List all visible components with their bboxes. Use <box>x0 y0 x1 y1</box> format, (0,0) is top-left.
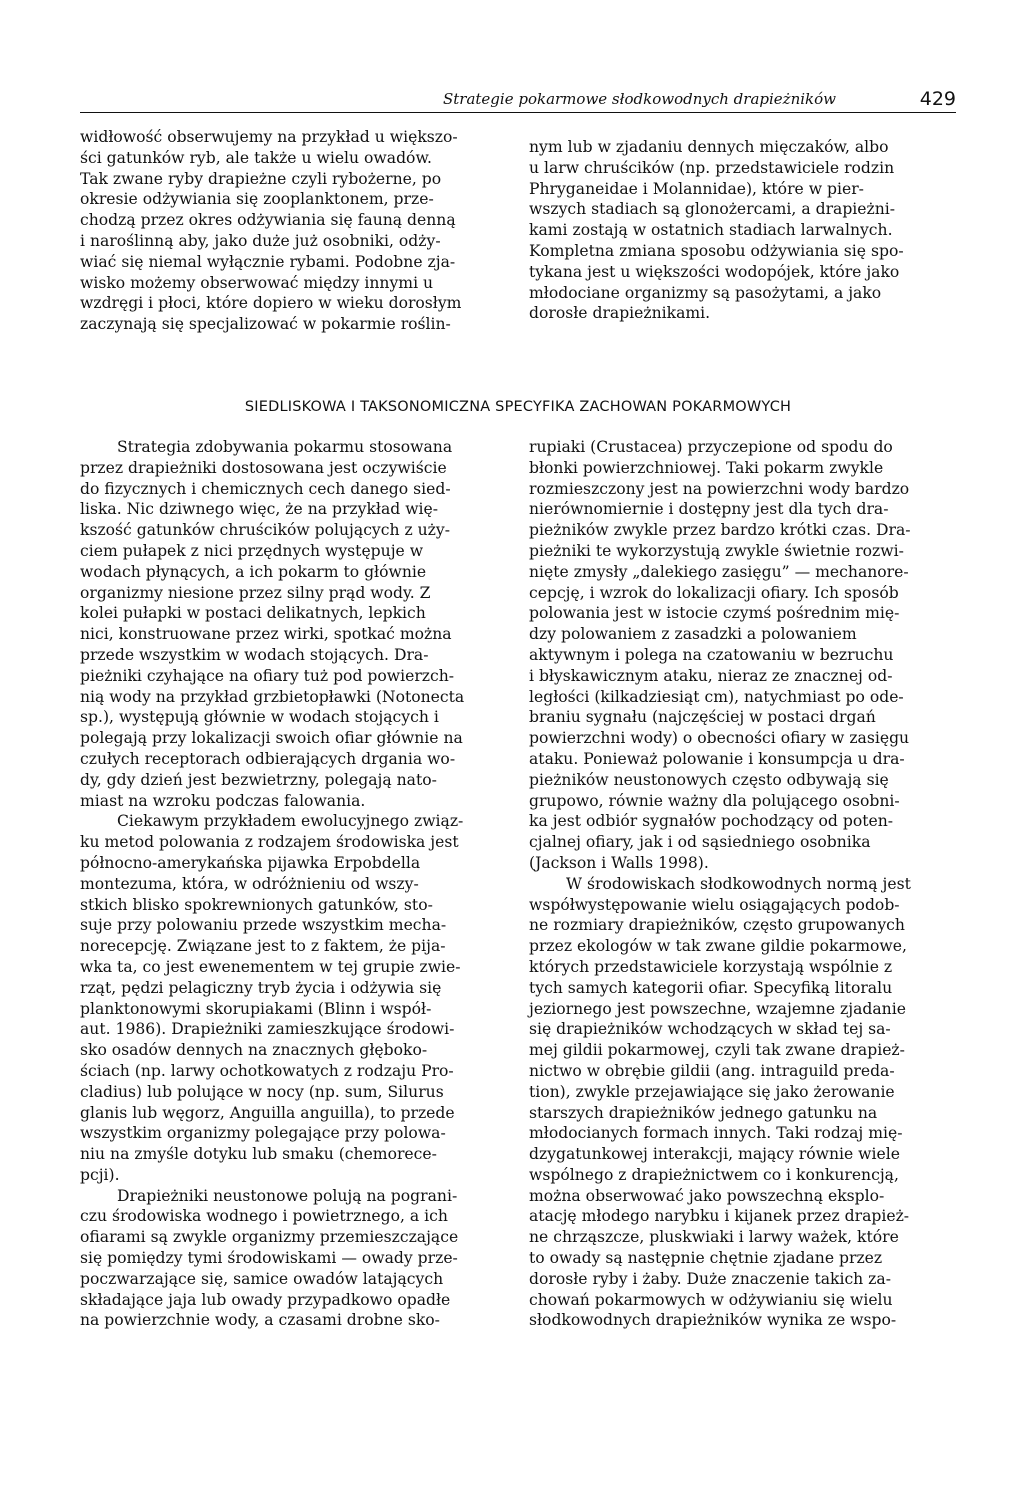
text-line: się drapieżników wchodzących w skład tej sa- <box>529 1020 891 1039</box>
text-line: przez ekologów w tak zwane gildie pokarmowe, <box>529 937 907 956</box>
text-line: kami zostają w ostatnich stadiach larwalnych. <box>529 221 893 240</box>
text-line: dzy polowaniem z zasadzki a polowaniem <box>529 625 857 644</box>
text-line: norecepcję. Związane jest to z faktem, że pija- <box>80 937 446 956</box>
text-line: aktywnym i polega na czatowaniu w bezruchu <box>529 645 894 664</box>
text-line: Strategia zdobywania pokarmu stosowana <box>117 438 453 456</box>
text-line: to owady są następnie chętnie zjadane przez <box>529 1249 883 1268</box>
text-line: młodociane organizmy są pasożytami, a jako <box>529 283 882 302</box>
text-line: chodzą przez okres odżywiania się fauną denną <box>80 211 456 230</box>
text-line: czu środowiska wodnego i powietrznego, a ich <box>80 1207 448 1226</box>
text-line: kszość gatunków chruścików polujących z uży- <box>80 521 450 540</box>
text-line: wka ta, co jest ewenementem w tej grupie zwie- <box>80 957 461 976</box>
text-line: czułych receptorach odbierających drgania wo- <box>80 749 456 768</box>
top-right-paragraph <box>529 137 955 324</box>
text-line: montezuma, która, w odróżnieniu od wszy- <box>80 874 419 893</box>
text-line: grupowo, równie ważny dla polującego osobni- <box>529 791 900 810</box>
text-line: ściach (np. larwy ochotkowatych z rodzaju Pro- <box>80 1061 454 1080</box>
text-line: nią wody na przykład grzbietopławki (Notonecta <box>80 687 465 706</box>
text-line: kolei pułapki w postaci delikatnych, lepkich <box>80 604 426 623</box>
text-line: się pomiędzy tymi środowiskami — owady prze- <box>80 1249 458 1268</box>
top-left-paragraph <box>80 127 506 335</box>
text-line: wspólnego z drapieżnictwem co i konkurencją, <box>529 1165 899 1184</box>
text-line: rupiaki (Crustacea) przyczepione od spodu do <box>529 438 893 456</box>
text-line: niu na zmyśle dotyku lub smaku (chemorece- <box>80 1145 437 1164</box>
body-right-column <box>529 437 955 1331</box>
text-line: ku metod polowania z rodzajem środowiska jest <box>80 833 459 852</box>
text-line: i naroślinną aby, jako duże już osobniki, odży- <box>80 231 441 250</box>
text-line: wzdręgi i płoci, które dopiero w wieku dorosłym <box>80 294 462 313</box>
text-line: i błyskawicznym ataku, nieraz ze znacznej od- <box>529 666 893 685</box>
text-line: których przedstawiciele korzystają wspólnie z <box>529 957 893 976</box>
text-line: pieżniki czyhające na ofiary tuż pod powierzch- <box>80 666 455 685</box>
text-line: dy, gdy dzień jest bezwietrzny, polegają nato- <box>80 770 437 789</box>
text-line: u larw chruścików (np. przedstawiciele rodzin <box>529 158 895 177</box>
text-line: sp.), występują głównie w wodach stojących i <box>80 708 439 727</box>
text-line: Tak zwane ryby drapieżne czyli rybożerne, po <box>80 169 442 188</box>
text-line: wodach płynących, a ich pokarm to głównie <box>80 562 427 581</box>
text-line: cepcję, i wzrok do lokalizacji ofiary. Ich sposób <box>529 583 899 602</box>
text-line: polowania jest w istocie czymś pośrednim mię- <box>529 604 900 623</box>
text-line: atację młodego narybku i kijanek przez drapież- <box>529 1207 910 1226</box>
text-line: można obserwować jako powszechną eksplo- <box>529 1186 885 1205</box>
text-line: tych samych kategorii ofiar. Specyfiką litoralu <box>529 978 893 997</box>
text-line: nym lub w zjadaniu dennych mięczaków, albo <box>529 138 889 156</box>
text-line: Drapieżniki neustonowe polują na pograni- <box>117 1186 458 1205</box>
text-line: nictwo w obrębie gildii (ang. intraguild preda- <box>529 1061 895 1080</box>
text-line: wisko możemy obserwować między innymi u <box>80 273 434 292</box>
text-line: organizmy niesione przez silny prąd wody. Z <box>80 583 431 602</box>
text-line: aut. 1986). Drapieżniki zamieszkujące środowi- <box>80 1020 455 1039</box>
text-line: starszych drapieżników jednego gatunku na <box>529 1103 878 1122</box>
text-line: pieżników zwykle przez bardzo krótki czas. Dra- <box>529 521 911 540</box>
top-right-column <box>529 137 955 324</box>
text-line: ści gatunków ryb, ale także u wielu owadów. <box>80 148 432 167</box>
text-line: okresie odżywiania się zooplanktonem, prze- <box>80 190 434 209</box>
text-line: nierównomiernie i dostępny jest dla tych dra- <box>529 500 889 519</box>
text-line: ległości (kilkadziesiąt cm), natychmiast po ode- <box>529 687 904 706</box>
paragraph-neuston-continued <box>529 437 955 874</box>
text-line: jeziornego jest powszechne, wzajemne zjadanie <box>529 999 906 1018</box>
text-line: glanis lub węgorz, Anguilla anguilla), to przede <box>80 1103 455 1122</box>
text-line: nici, konstruowane przez wirki, spotkać można <box>80 625 452 644</box>
text-line: pieżniki te wykorzystują zwykle świetnie rozwi- <box>529 541 904 560</box>
text-line: wiać się niemal wyłącznie rybami. Podobne zja- <box>80 252 456 271</box>
text-line: zaczynają się specjalizować w pokarmie roślin- <box>80 315 451 334</box>
text-line: Ciekawym przykładem ewolucyjnego związ- <box>117 812 464 831</box>
text-line: wszych stadiach są glonożercami, a drapieżni- <box>529 200 896 219</box>
text-line: poczwarzające się, samice owadów latających <box>80 1269 444 1288</box>
paragraph-habitat <box>80 437 506 811</box>
text-line: suje przy polowaniu przede wszystkim mecha- <box>80 916 447 935</box>
text-line: rozmieszczony jest na powierzchni wody bardzo <box>529 479 910 498</box>
text-line: chowań pokarmowych w odżywianiu się wielu <box>529 1290 893 1309</box>
text-line: na powierzchnie wody, a czasami drobne sko- <box>80 1311 440 1330</box>
text-line: współwystępowanie wielu osiągających podob- <box>529 895 900 914</box>
text-line: Kompletna zmiana sposobu odżywiania się spo- <box>529 241 904 260</box>
text-line: młodocianych formach innych. Taki rodzaj mię- <box>529 1124 903 1143</box>
text-line: W środowiskach słodkowodnych normą jest <box>566 874 911 893</box>
text-line: tykana jest u większości wodopójek, które jako <box>529 262 900 281</box>
text-line: rząt, pędzi pelagiczny tryb życia i odżywia się <box>80 978 442 997</box>
text-line: stkich blisko spokrewnionych gatunków, sto- <box>80 895 433 914</box>
text-line: planktonowymi skorupiakami (Blinn i współ- <box>80 999 432 1018</box>
text-line: dorosłe drapieżnikami. <box>529 304 711 323</box>
text-line: braniu sygnału (najczęściej w postaci drgań <box>529 708 876 727</box>
paragraph-guilds <box>529 874 955 1332</box>
text-line: pcji). <box>80 1165 120 1184</box>
text-line: dzygatunkowej interakcji, mający równie wiele <box>529 1145 900 1164</box>
text-line: składające jaja lub owady przypadkowo opadłe <box>80 1290 451 1309</box>
text-line: powierzchni wody) o obecności ofiary w zasięgu <box>529 729 910 748</box>
header-rule <box>80 112 956 113</box>
text-line: ciem pułapek z nici przędnych występuje w <box>80 541 424 560</box>
body-left-column <box>80 437 506 1331</box>
text-line: pieżników neustonowych często odbywają się <box>529 770 889 789</box>
text-line: polegają przy lokalizacji swoich ofiar głównie na <box>80 729 463 748</box>
text-line: widłowość obserwujemy na przykład u większo- <box>80 128 458 146</box>
text-line: cjalnej ofiary, jak i od sąsiedniego osobnika <box>529 833 871 852</box>
text-line: dorosłe ryby i żaby. Duże znaczenie takich za- <box>529 1269 891 1288</box>
section-heading: SIEDLISKOWA I TAKSONOMICZNA SPECYFIKA ZACHOWAN POKARMOWYCH <box>244 399 792 415</box>
text-line: tion), zwykle przejawiające się jako żerowanie <box>529 1082 895 1101</box>
top-left-column <box>80 127 506 335</box>
text-line: ataku. Ponieważ polowanie i konsumpcja u dra- <box>529 749 905 768</box>
page-number: 429 <box>919 88 956 110</box>
running-head <box>80 88 956 112</box>
text-line: ka jest odbiór sygnałów pochodzący od poten- <box>529 812 894 831</box>
text-line: liska. Nic dziwnego więc, że na przykład wię- <box>80 500 439 519</box>
text-line: sko osadów dennych na znacznych głęboko- <box>80 1041 428 1060</box>
text-line: miast na wzroku podczas falowania. <box>80 791 366 810</box>
paragraph-neuston <box>80 1186 506 1332</box>
text-line: ne rozmiary drapieżników, często grupowanych <box>529 916 905 935</box>
text-line: do fizycznych i chemicznych cech danego sied- <box>80 479 451 498</box>
text-line: ofiarami są zwykle organizmy przemieszczające <box>80 1228 459 1247</box>
text-line: wszystkim organizmy polegające przy polowa- <box>80 1124 446 1143</box>
text-line: błonki powierzchniowej. Taki pokarm zwykle <box>529 458 884 477</box>
text-line: cladius) lub polujące w nocy (np. sum, Silurus <box>80 1082 444 1101</box>
text-line: Phryganeidae i Molannidae), które w pier- <box>529 179 864 198</box>
text-line: mej gildii pokarmowej, czyli tak zwane drapież- <box>529 1041 905 1060</box>
text-line: przez drapieżniki dostosowana jest oczywiście <box>80 458 447 477</box>
paragraph-leech-example <box>80 811 506 1185</box>
text-line: ne chrząszcze, pluskwiaki i larwy ważek, które <box>529 1228 899 1247</box>
text-line: przede wszystkim w wodach stojących. Dra- <box>80 645 429 664</box>
text-line: (Jackson i Walls 1998). <box>529 853 709 872</box>
text-line: słodkowodnych drapieżników wynika ze wspo- <box>529 1311 897 1330</box>
text-line: północno-amerykańska pijawka Erpobdella <box>80 853 421 872</box>
running-title: Strategie pokarmowe słodkowodnych drapieżników <box>442 90 836 108</box>
text-line: nięte zmysły „dalekiego zasięgu” — mechanore- <box>529 562 909 581</box>
